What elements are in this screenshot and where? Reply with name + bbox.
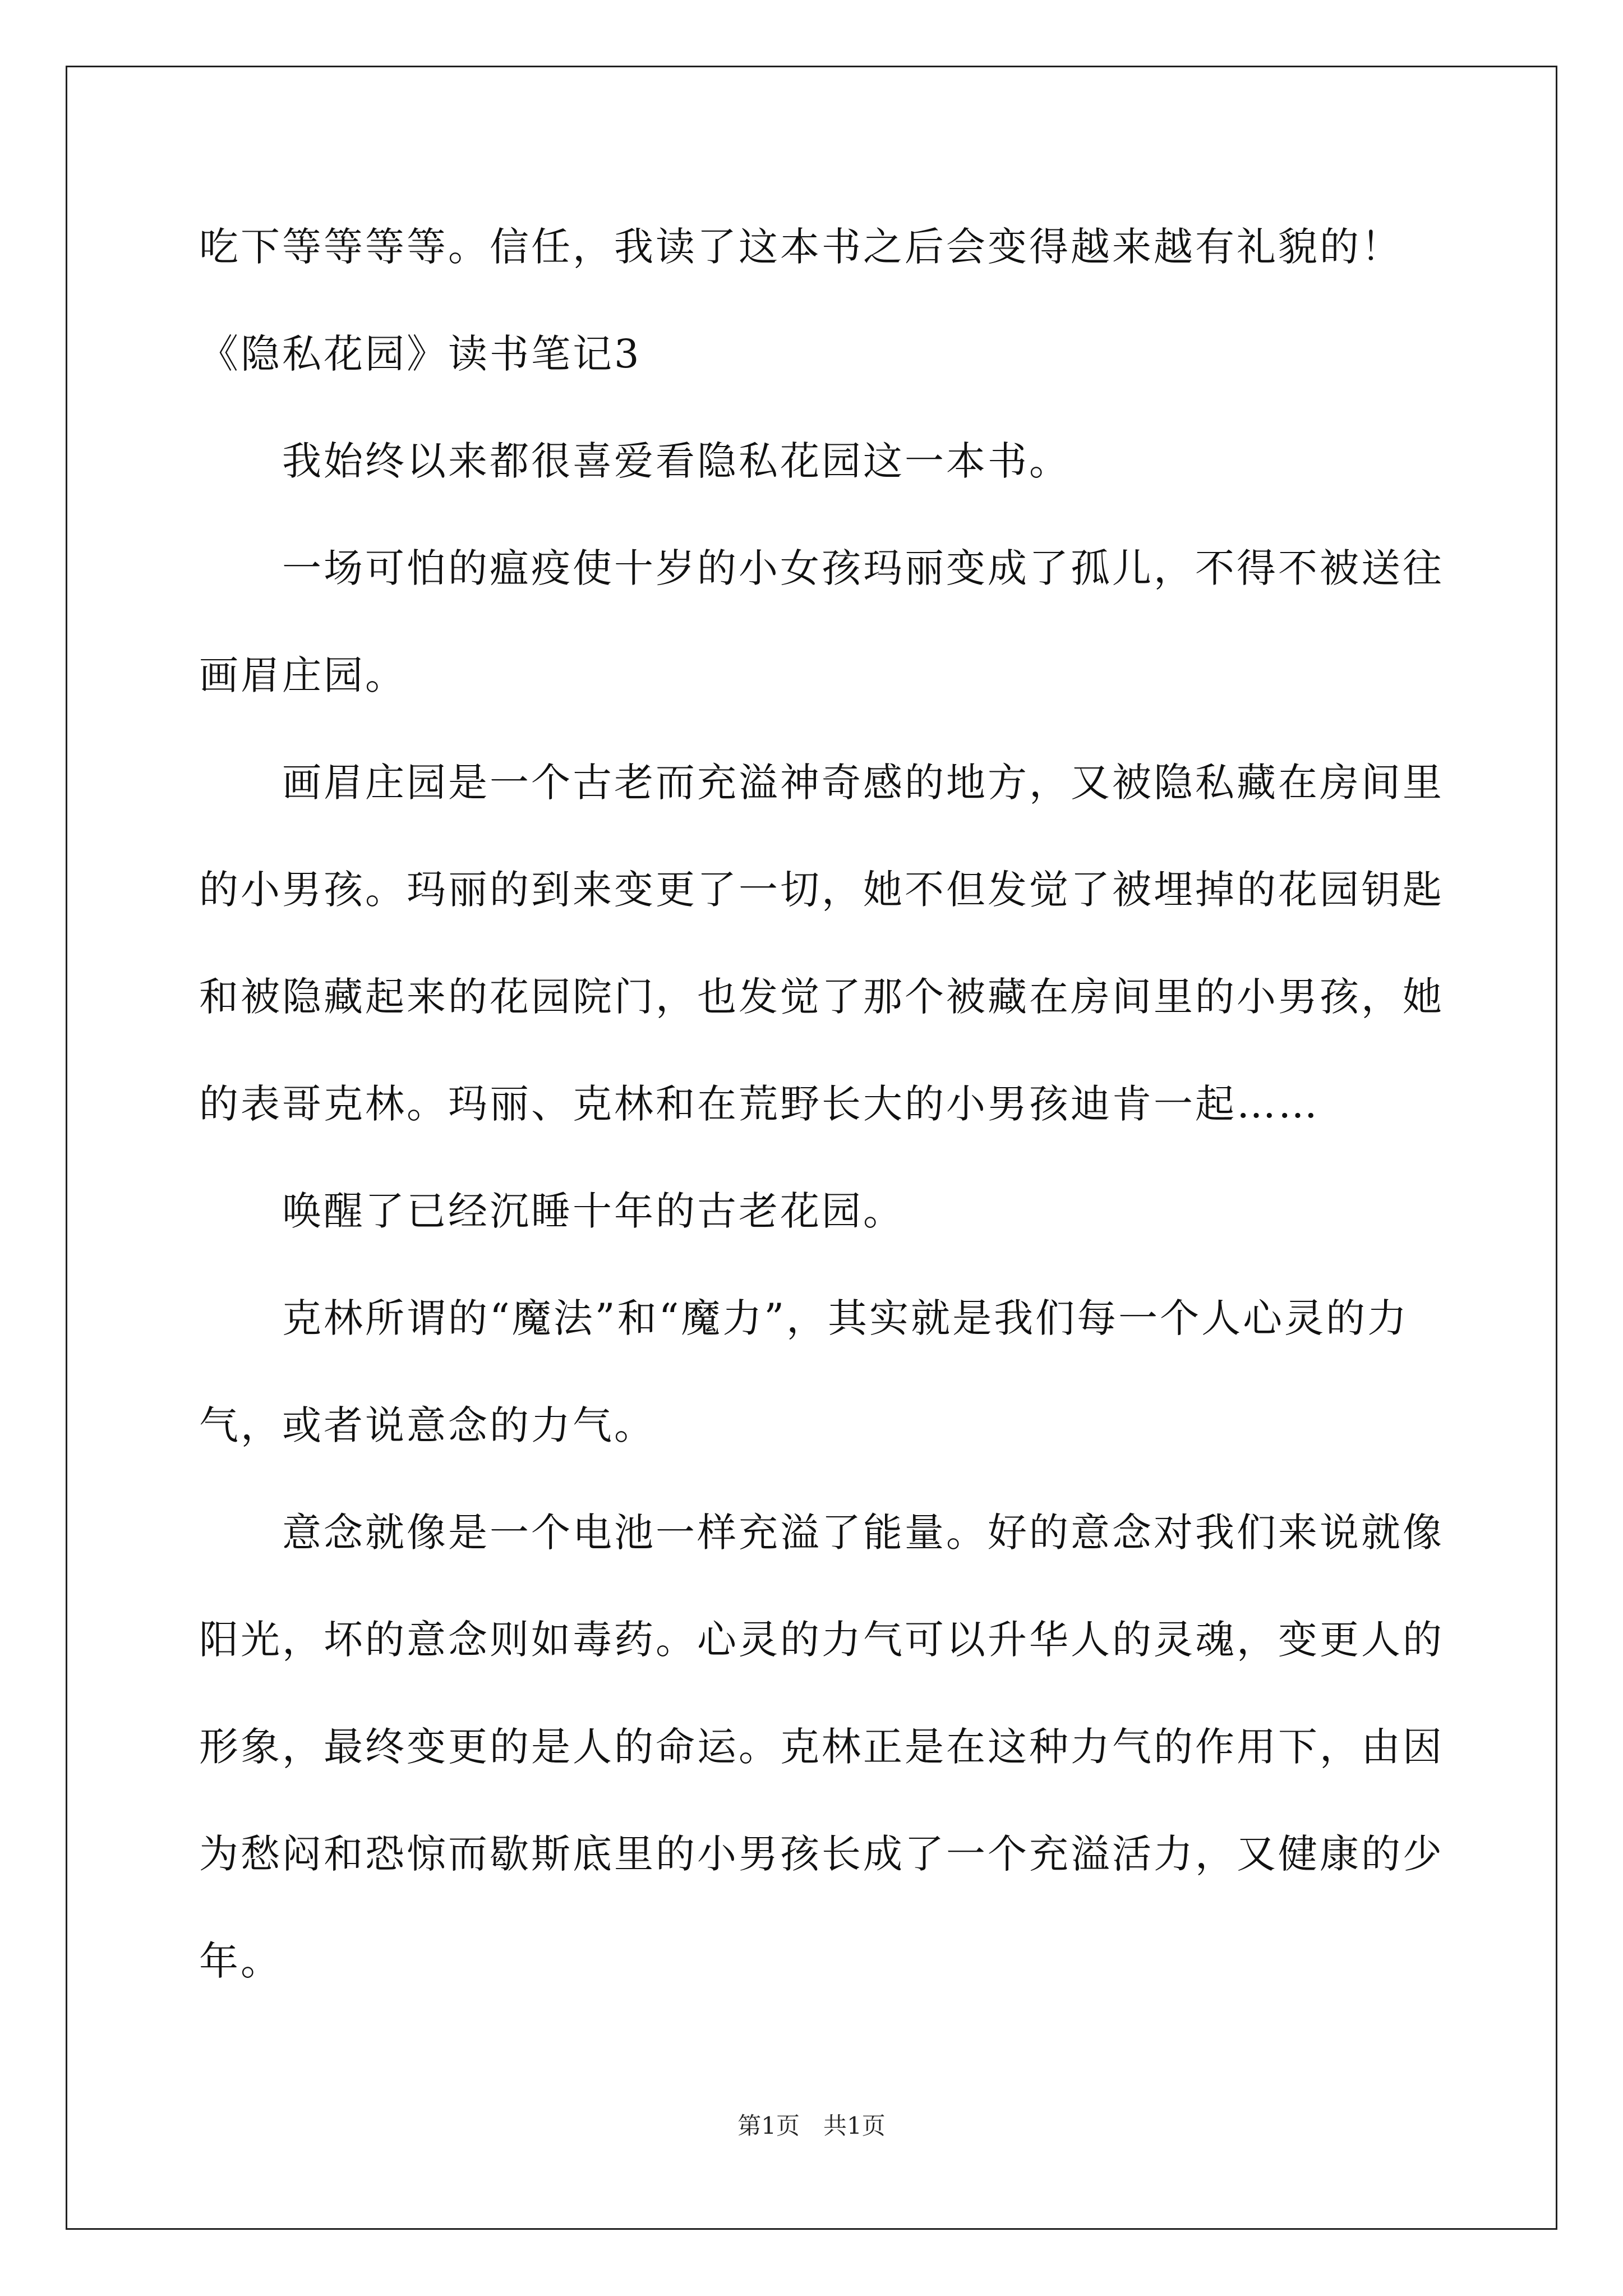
text-line-15: 形象，最终变更的是人的命运。克林正是在这种力气的作用下，由因 [199, 1724, 1444, 1770]
page-footer: 第1页 共1页 [737, 2112, 886, 2139]
text-line-11: 克林所谓的“魔法”和“魔力”，其实就是我们每一个人心灵的力 [282, 1295, 1409, 1341]
text-line-13: 意念就像是一个电池一样充溢了能量。好的意念对我们来说就像 [282, 1510, 1444, 1556]
text-line-9: 的表哥克林。玛丽、克林和在荒野长大的小男孩迪肯一起…… [199, 1081, 1320, 1127]
text-line-12: 气，或者说意念的力气。 [199, 1402, 656, 1448]
text-line-7: 的小男孩。玛丽的到来变更了一切，她不但发觉了被埋掉的花园钥匙 [199, 867, 1444, 913]
text-line-8: 和被隐藏起来的花园院门，也发觉了那个被藏在房间里的小男孩，她 [199, 974, 1444, 1020]
section-heading: 《隐私花园》读书笔记3 [199, 331, 642, 377]
text-line-17: 年。 [199, 1938, 282, 1984]
text-line-16: 为愁闷和恐惊而歇斯底里的小男孩长成了一个充溢活力，又健康的少 [199, 1831, 1444, 1877]
text-line-10: 唤醒了已经沉睡十年的古老花园。 [282, 1188, 905, 1234]
text-line-3: 我始终以来都很喜爱看隐私花园这一本书。 [282, 438, 1071, 484]
text-line-6: 画眉庄园是一个古老而充溢神奇感的地方，又被隐私藏在房间里 [282, 760, 1444, 806]
document-body [199, 220, 1444, 2041]
text-line-4: 一场可怕的瘟疫使十岁的小女孩玛丽变成了孤儿，不得不被送往 [282, 545, 1444, 591]
text-line-1: 吃下等等等等。信任，我读了这本书之后会变得越来越有礼貌的！ [199, 224, 1403, 270]
text-line-5: 画眉庄园。 [199, 652, 407, 698]
text-line-14: 阳光，坏的意念则如毒药。心灵的力气可以升华人的灵魂，变更人的 [199, 1617, 1444, 1663]
